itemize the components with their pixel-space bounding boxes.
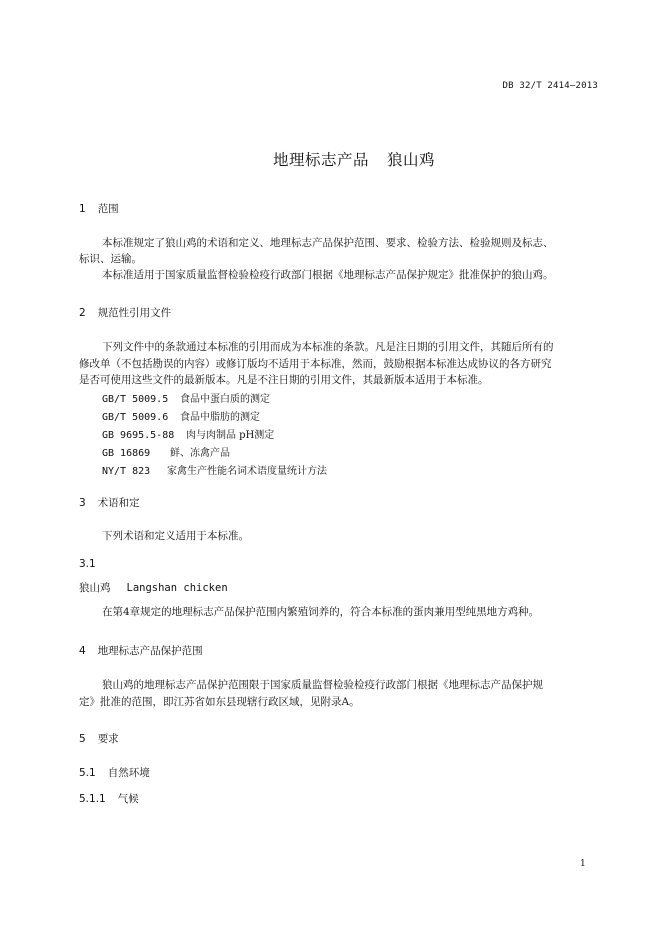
section-3-heading [79, 495, 140, 510]
paragraph-line: 狼山鸡的地理标志产品保护范围限于国家质量监督检验检疫行政部门根据《地理标志产品保护规 [102, 679, 543, 691]
subsection-5-1-heading [79, 765, 150, 780]
section-number: 4 [79, 645, 86, 657]
section-title: 规范性引用文件 [97, 307, 172, 319]
section-2-heading [79, 305, 171, 320]
standard-number: DB 32/T 2414—2013 [502, 81, 598, 91]
subsection-5-1-1-heading [79, 791, 139, 806]
section-1-heading [79, 201, 119, 216]
reference-item [102, 408, 260, 423]
subsection-title: 自然环境 [107, 767, 150, 779]
section-title: 术语和定 [97, 497, 140, 509]
paragraph-line: 下列文件中的条款通过本标准的引用而成为本标准的条款。凡是注日期的引用文件，其随后所有的 [102, 341, 554, 353]
paragraph-line: 本标准规定了狼山鸡的术语和定义、地理标志产品保护范围、要求、检验方法、检验规则及标志、 [102, 237, 554, 249]
paragraph-line: 标识、运输。 [79, 253, 142, 265]
page-number: 1 [580, 859, 586, 869]
paragraph-line: 本标准适用于国家质量监督检验检疫行政部门根据《地理标志产品保护规定》批准保护的狼山鸡。 [102, 269, 554, 281]
paragraph-line: 修改单（不包括勘误的内容）或修订版均不适用于本标准，然而，鼓励根据本标准达成协议的各方研究 [79, 358, 552, 370]
section-number: 1 [79, 203, 86, 215]
term-entry [79, 580, 228, 595]
reference-title: 肉与肉制品 pH测定 [186, 430, 275, 441]
subsection-number: 5.1.1 [79, 793, 106, 805]
document-title [273, 148, 435, 170]
reference-title: 食品中蛋白质的测定 [180, 394, 270, 405]
reference-title: 鲜、冻禽产品 [170, 448, 230, 459]
paragraph-line: 下列术语和定义适用于本标准。 [102, 530, 249, 542]
reference-code: GB 16869 [102, 448, 151, 459]
reference-code: GB/T 5009.5 [102, 394, 169, 405]
reference-title: 食品中脂肪的测定 [180, 412, 260, 423]
title-part-1: 地理标志产品 [273, 151, 370, 169]
reference-title: 家禽生产性能名词术语度量统计方法 [167, 466, 327, 477]
section-number: 2 [79, 307, 86, 319]
reference-code: GB 9695.5-88 [102, 430, 175, 441]
reference-code: GB/T 5009.6 [102, 412, 169, 423]
paragraph-line: 定》批准的范围，即江苏省如东县现辖行政区域，见附录A。 [79, 696, 360, 708]
reference-code: NY/T 823 [102, 466, 151, 477]
reference-item [102, 390, 270, 405]
title-part-2: 狼山鸡 [387, 151, 436, 169]
subsection-title: 气候 [117, 793, 139, 805]
section-4-heading [79, 643, 203, 658]
reference-item [102, 426, 274, 441]
reference-item [102, 462, 327, 477]
reference-item [102, 444, 230, 459]
subsection-number: 3.1 [79, 558, 96, 570]
subsection-number: 5.1 [79, 767, 96, 779]
paragraph-line: 在第4章规定的地理标志产品保护范围内繁殖饲养的，符合本标准的蛋肉兼用型纯黑地方鸡种。 [102, 606, 540, 618]
section-title: 范围 [97, 203, 119, 215]
term-chinese: 狼山鸡 [79, 582, 111, 594]
section-number: 3 [79, 497, 86, 509]
paragraph-line: 是否可使用这些文件的最新版本。凡是不注日期的引用文件，其最新版本适用于本标准。 [79, 374, 489, 386]
section-number: 5 [79, 733, 86, 745]
section-5-heading [79, 731, 119, 746]
term-english: Langshan chicken [126, 582, 228, 594]
section-title: 地理标志产品保护范围 [97, 645, 203, 657]
section-title: 要求 [97, 733, 119, 745]
